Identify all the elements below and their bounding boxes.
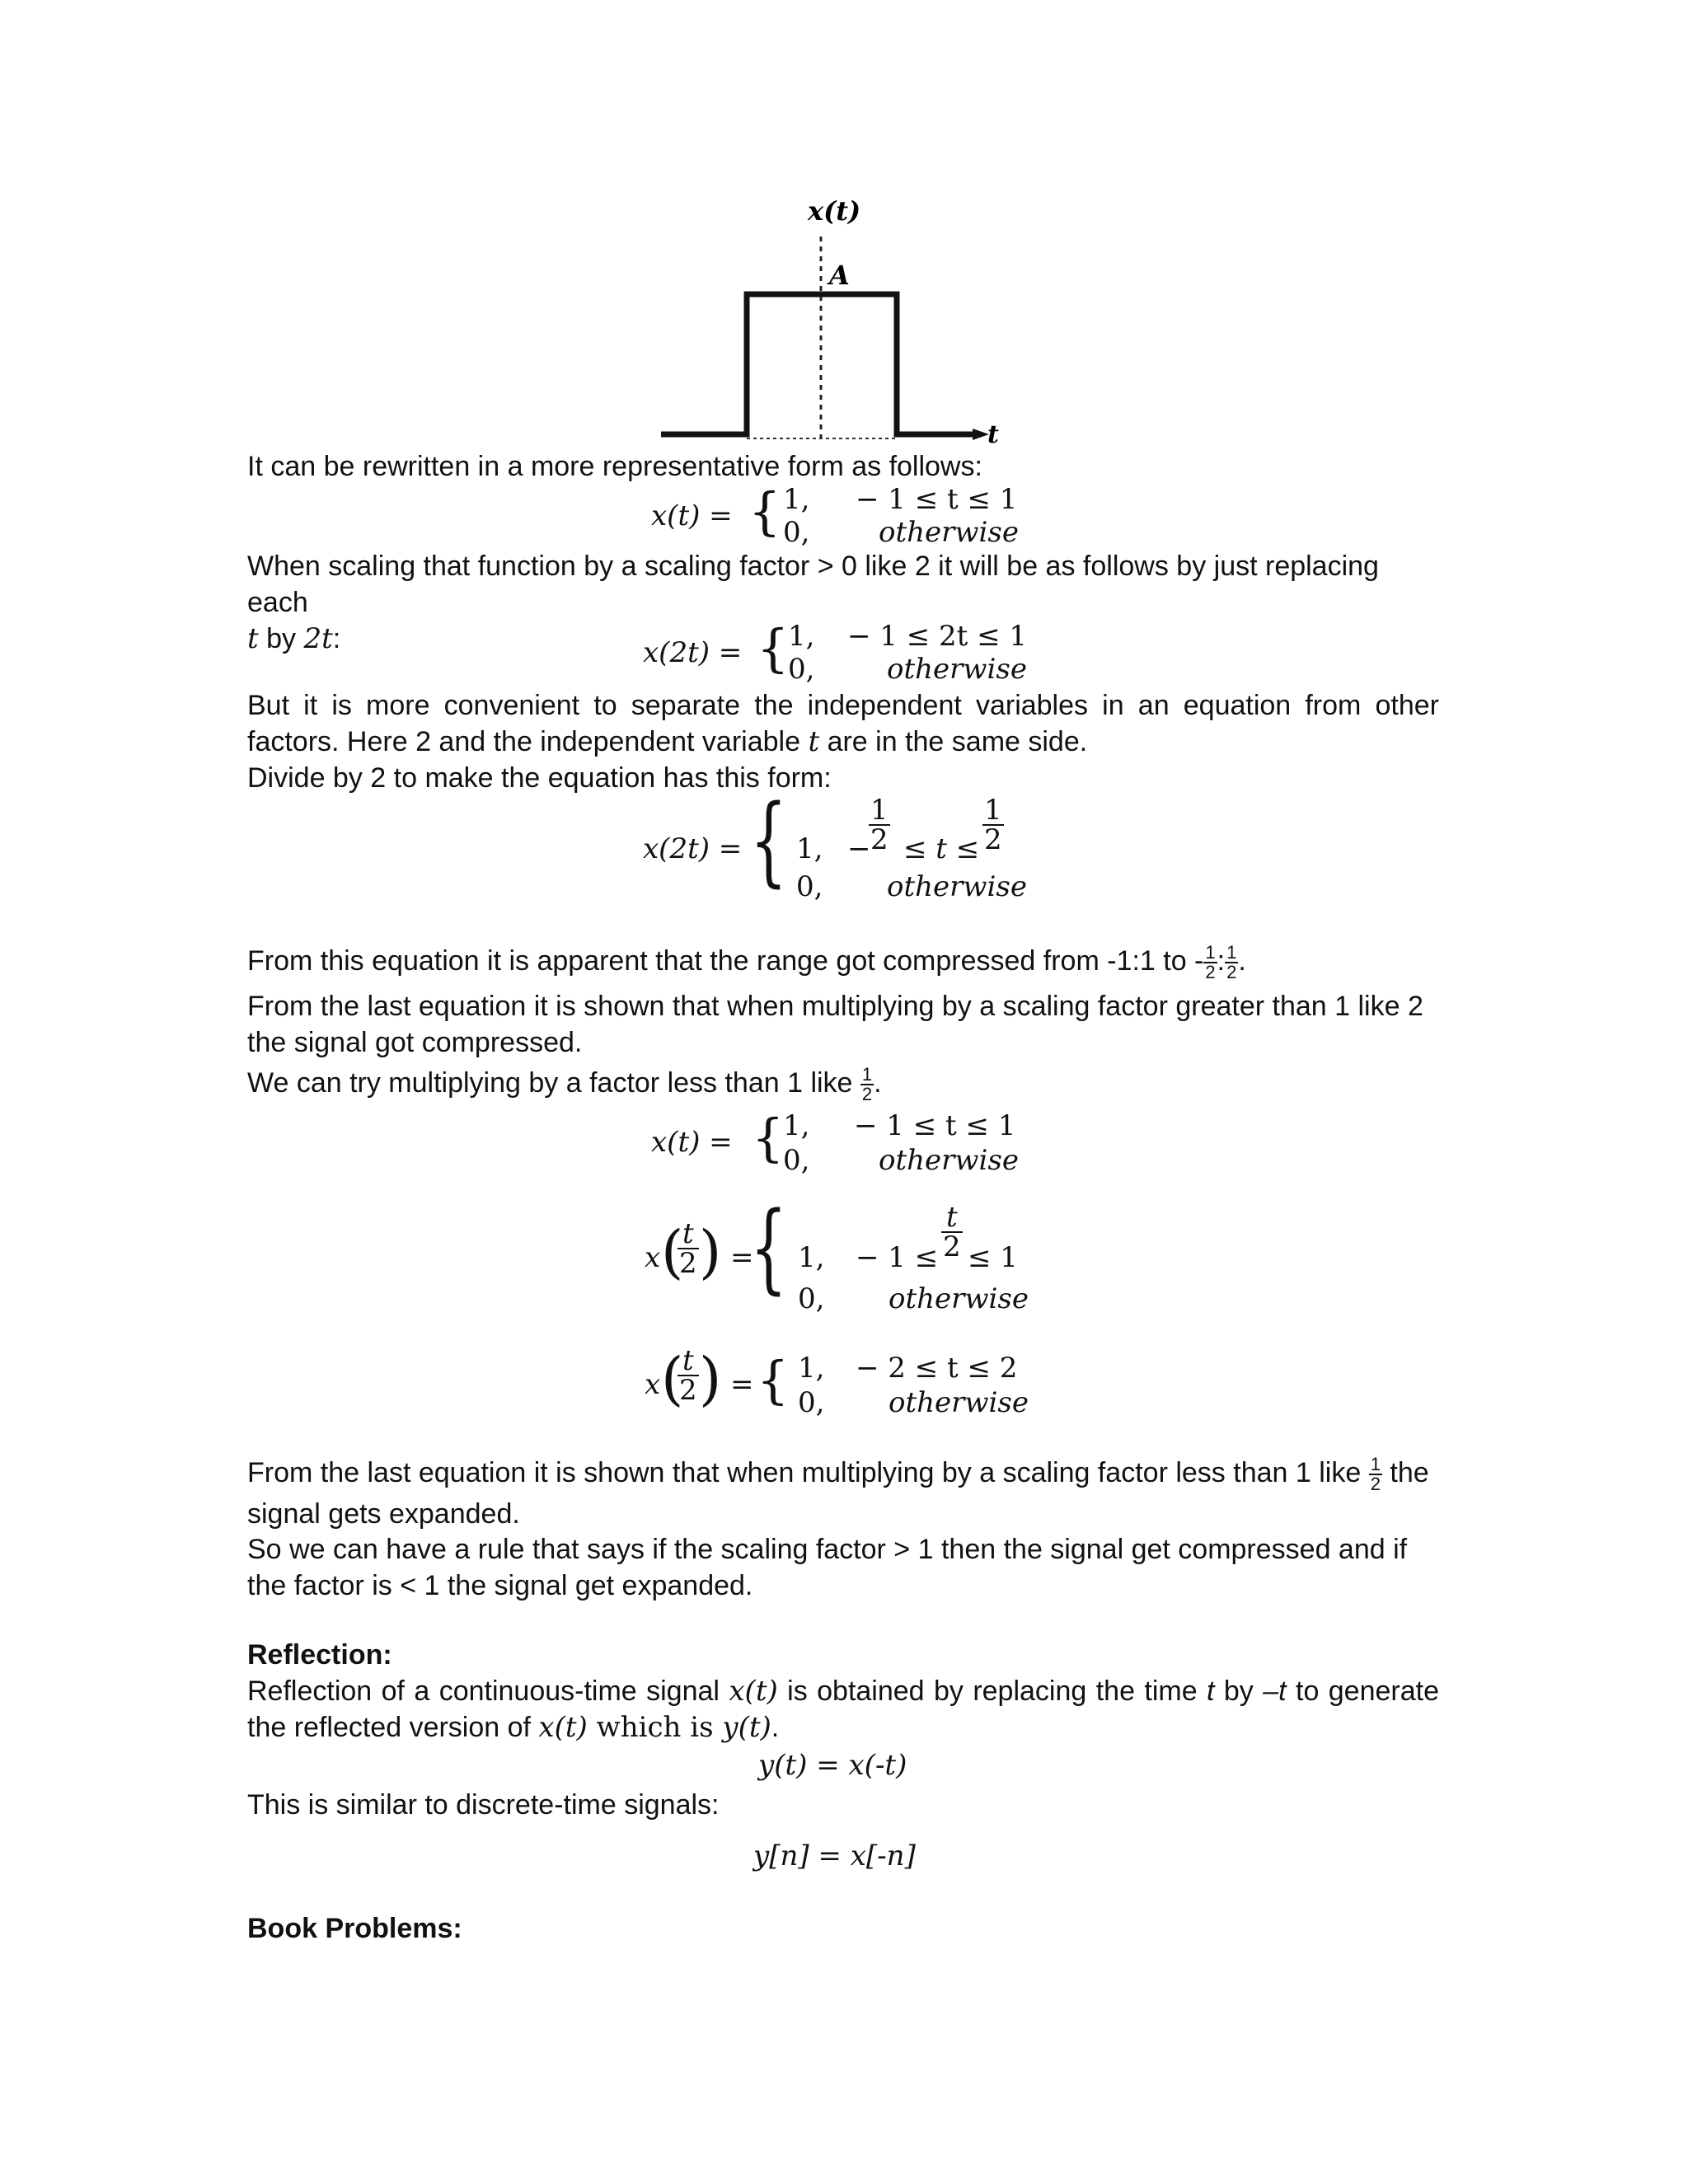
p5-a: From this equation it is apparent that the range got compressed from -1:1 to - xyxy=(247,945,1204,977)
eq3-frac-left-num: 1 xyxy=(870,794,889,827)
p2-by: by xyxy=(258,623,304,654)
eq5-x: x xyxy=(645,1241,661,1274)
pulse-waveform xyxy=(661,294,974,434)
pulse-figure xyxy=(651,194,1022,453)
eq4-brace: { xyxy=(752,1108,785,1168)
eq2-row2-condition: otherwise xyxy=(887,653,1027,686)
p5-colon: : xyxy=(1217,945,1226,977)
eq4-row1-condition: − 1 ≤ t ≤ 1 xyxy=(854,1109,1016,1142)
p5-frac2-den: 2 xyxy=(1226,962,1237,983)
eq5-brace: { xyxy=(750,1190,788,1304)
eq2-brace: { xyxy=(757,618,790,678)
p10-d: to generate the reflected version of xyxy=(247,1675,1439,1743)
eq5-frac-den: 2 xyxy=(679,1247,697,1280)
eq1-brace: { xyxy=(748,481,781,541)
eq5-eq: = xyxy=(730,1241,754,1274)
p3-b: are in the same side. xyxy=(819,726,1088,757)
eq3-mid: ≤ t ≤ xyxy=(903,832,980,865)
eq3-row2-value: 0, xyxy=(796,870,823,903)
paragraph-10 xyxy=(247,1673,1439,1746)
p10-xt: x(t) xyxy=(729,1675,778,1708)
eq4-row2-condition: otherwise xyxy=(879,1144,1019,1177)
p2-text: When scaling that function by a scaling factor > 0 like 2 it will be as follows by just replacing each xyxy=(247,551,1379,618)
p8-frac xyxy=(1369,1455,1382,1493)
paragraph-11: This is similar to discrete-time signals: xyxy=(247,1789,720,1821)
eq1-lhs: x(t) = xyxy=(651,499,733,532)
eq6-row1-value: 1, xyxy=(798,1352,825,1385)
eq2-row1-value: 1, xyxy=(788,620,815,653)
heading-book-problems xyxy=(247,1910,1439,1947)
p3-a: But it is more convenient to separate the independent variables in an equation from other factors. Here 2 and the independent variable xyxy=(247,690,1439,757)
eq5-row2-value: 0, xyxy=(798,1282,825,1315)
heading-reflection-text: Reflection: xyxy=(247,1639,392,1671)
eq6-frac xyxy=(678,1344,699,1407)
eq6-x: x xyxy=(645,1368,661,1401)
eq5-frac-cond-num: t xyxy=(941,1203,963,1233)
eq3-row2-condition: otherwise xyxy=(887,870,1027,903)
p5-frac1-num: 1 xyxy=(1205,942,1216,963)
eq5-rparen: ) xyxy=(699,1218,722,1286)
eq2-row2-value: 0, xyxy=(788,653,815,686)
eq3-brace: { xyxy=(750,783,788,897)
p10-mt: –t xyxy=(1263,1675,1287,1707)
eq4-row2-value: 0, xyxy=(783,1144,810,1177)
figure-amplitude-label: A xyxy=(829,260,850,291)
eq6-row2-condition: otherwise xyxy=(889,1386,1029,1419)
equation-7: y(t) = x(-t) xyxy=(758,1749,907,1782)
p7-frac-num: 1 xyxy=(861,1064,873,1085)
p5-frac1 xyxy=(1203,944,1217,982)
p8-a: From the last equation it is shown that when multiplying by a scaling factor less than 1 like xyxy=(247,1457,1369,1488)
paragraph-1: It can be rewritten in a more representative form as follows: xyxy=(247,451,982,482)
heading-reflection xyxy=(247,1637,1439,1673)
eq2-lhs: x(2t) = xyxy=(643,636,743,669)
p10-b: is obtained by replacing the time xyxy=(777,1675,1207,1707)
eq2-row1-condition: − 1 ≤ 2t ≤ 1 xyxy=(847,620,1028,653)
p10-yt: y(t) xyxy=(722,1711,771,1744)
p3-t: t xyxy=(808,725,820,758)
eq6-lparen: ( xyxy=(661,1345,684,1413)
eq5-pre: − 1 ≤ xyxy=(856,1241,939,1274)
eq3-minus: − xyxy=(847,832,871,865)
p2-t: t xyxy=(247,622,259,655)
p7-frac xyxy=(860,1066,874,1104)
p8-frac-den: 2 xyxy=(1370,1474,1381,1495)
eq4-row1-value: 1, xyxy=(783,1109,810,1142)
eq3-frac-right-num: 1 xyxy=(984,794,1002,827)
p10-a: Reflection of a continuous-time signal xyxy=(247,1675,729,1707)
eq3-frac-right xyxy=(982,796,1004,854)
eq6-rparen: ) xyxy=(699,1345,722,1413)
eq3-lhs: x(2t) = xyxy=(643,832,743,865)
eq6-frac-num: t xyxy=(678,1347,699,1376)
p7-end: . xyxy=(874,1067,882,1099)
eq5-post: ≤ 1 xyxy=(968,1241,1018,1274)
eq6-row2-value: 0, xyxy=(798,1386,825,1419)
p10-t: t xyxy=(1207,1675,1215,1707)
p10-f: . xyxy=(771,1712,780,1743)
p2-colon: : xyxy=(332,623,341,654)
p10-c: by xyxy=(1214,1675,1264,1707)
paragraph-4: Divide by 2 to make the equation has this form: xyxy=(247,762,832,794)
eq3-row1-value: 1, xyxy=(796,832,823,865)
paragraph-9: So we can have a rule that says if the scaling factor > 1 then the signal get compressed and if the factor is < 1 the signal get expanded. xyxy=(247,1534,1408,1601)
p10-xt2: x(t) xyxy=(538,1711,588,1744)
eq3-frac-right-den: 2 xyxy=(984,823,1002,856)
eq4-lhs: x(t) = xyxy=(651,1126,733,1159)
eq3-frac-left-den: 2 xyxy=(870,823,889,856)
paragraph-2 xyxy=(247,548,1439,657)
eq3-frac-left xyxy=(869,796,890,854)
eq5-lparen: ( xyxy=(661,1218,684,1286)
figure-y-label: x(t) xyxy=(808,195,861,227)
eq6-eq: = xyxy=(730,1368,754,1401)
figure-t-label: t xyxy=(987,420,999,449)
paragraph-7 xyxy=(247,1065,1439,1104)
p2-2t: 2t xyxy=(303,622,333,655)
eq1-row1-condition: − 1 ≤ t ≤ 1 xyxy=(856,483,1018,516)
p5-frac2-num: 1 xyxy=(1226,942,1237,963)
eq5-frac-cond xyxy=(941,1203,963,1261)
p8-b: the signal gets expanded. xyxy=(247,1457,1429,1530)
p10-e: which is xyxy=(587,1711,723,1744)
heading-book-problems-text: Book Problems: xyxy=(247,1913,462,1944)
equation-8: y[n] = x[-n] xyxy=(753,1840,916,1872)
paragraph-8 xyxy=(247,1452,1439,1535)
eq1-row1-value: 1, xyxy=(783,483,810,516)
eq6-row1-condition: − 2 ≤ t ≤ 2 xyxy=(856,1352,1018,1385)
p7-a: We can try multiplying by a factor less than 1 like xyxy=(247,1067,860,1099)
eq5-frac xyxy=(678,1217,699,1280)
p8-frac-num: 1 xyxy=(1370,1454,1381,1475)
t-axis-arrow-icon xyxy=(973,429,989,440)
p7-frac-den: 2 xyxy=(861,1084,873,1105)
eq6-brace: { xyxy=(757,1350,790,1410)
p5-frac1-den: 2 xyxy=(1205,962,1216,983)
p5-end: . xyxy=(1238,945,1246,977)
eq5-frac-cond-den: 2 xyxy=(943,1230,961,1263)
paragraph-5 xyxy=(247,943,1439,982)
eq5-row2-condition: otherwise xyxy=(889,1282,1029,1315)
eq6-frac-den: 2 xyxy=(679,1374,697,1407)
paragraph-3 xyxy=(247,687,1439,760)
eq1-row2-condition: otherwise xyxy=(879,516,1019,549)
paragraph-6: From the last equation it is shown that when multiplying by a scaling factor greater than 1 like 2 the signal got compressed. xyxy=(247,991,1423,1058)
eq5-row1-value: 1, xyxy=(798,1241,825,1274)
eq1-row2-value: 0, xyxy=(783,516,810,549)
p5-frac2 xyxy=(1225,944,1238,982)
eq5-frac-num: t xyxy=(678,1220,699,1249)
